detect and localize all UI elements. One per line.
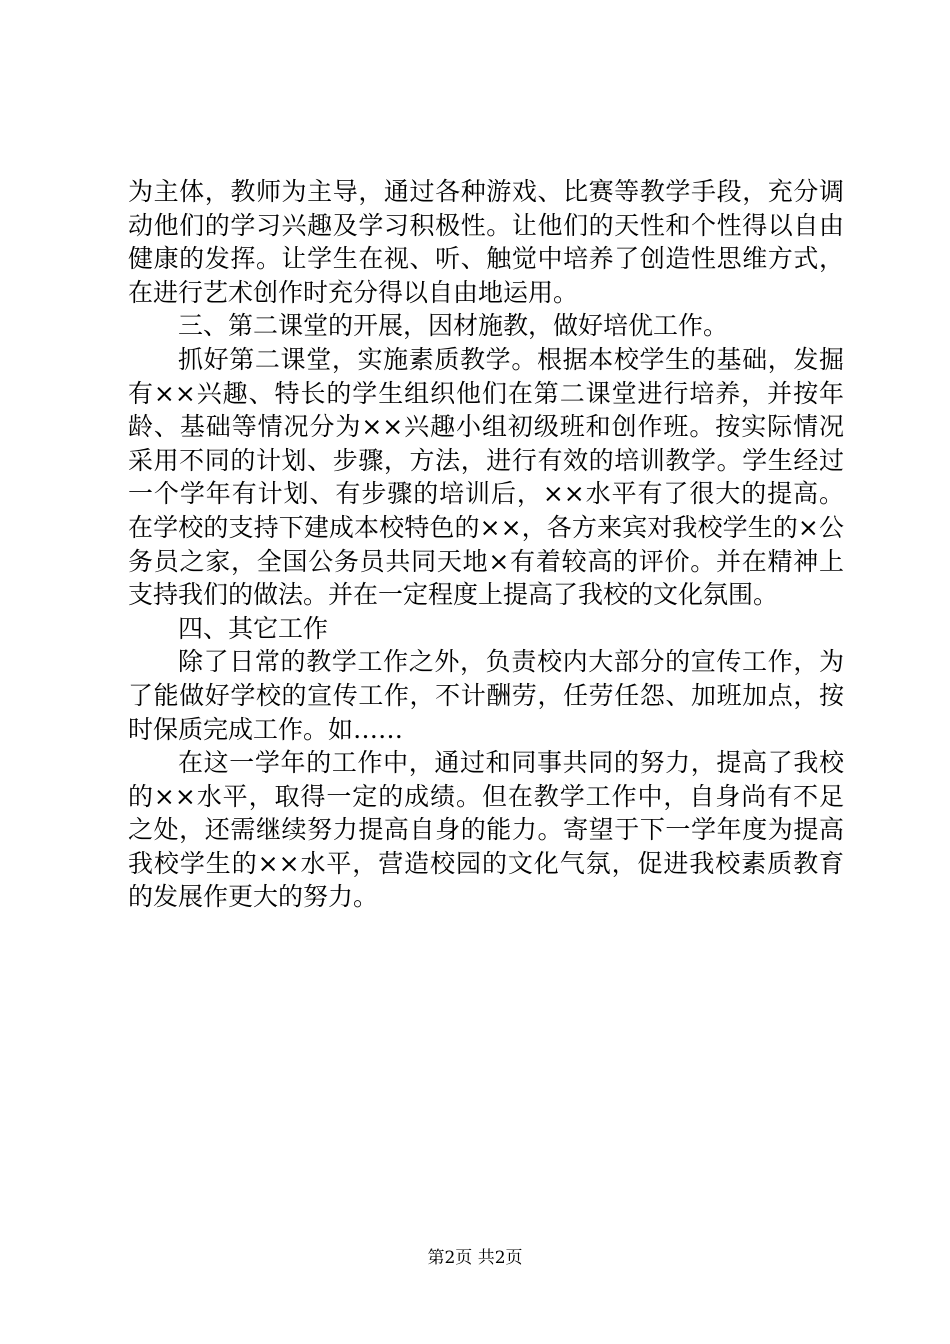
document-body <box>128 175 844 914</box>
paragraph-conclusion: 在这一学年的工作中，通过和同事共同的努力，提高了我校的××水平，取得一定的成绩。但在教学工作中，自身尚有不足之处，还需继续努力提高自身的能力。寄望于下一学年度为提高我校学生的××水平，营造校园的文化气氛，促进我校素质教育的发展作更大的努力。 <box>128 748 844 912</box>
page-footer: 第2页 共2页 <box>427 1248 523 1268</box>
paragraph-continuation: 为主体，教师为主导，通过各种游戏、比赛等教学手段，充分调动他们的学习兴趣及学习积极性。让他们的天性和个性得以自由健康的发挥。让学生在视、听、触觉中培养了创造性思维方式，在进行艺术创作时充分得以自由地运用。 <box>128 177 844 307</box>
section-heading-three: 三、第二课堂的开展，因材施教，做好培优工作。 <box>178 311 729 341</box>
paragraph-second-classroom: 抓好第二课堂，实施素质教学。根据本校学生的基础，发掘有××兴趣、特长的学生组织他们在第二课堂进行培养，并按年龄、基础等情况分为××兴趣小组初级班和创作班。按实际情况采用不同的计划、步骤，方法，进行有效的培训教学。学生经过一个学年有计划、有步骤的培训后，××水平有了很大的提高。在学校的支持下建成本校特色的××，各方来宾对我校学生的×公务员之家，全国公务员共同天地×有着较高的评价。并在精神上支持我们的做法。并在一定程度上提高了我校的文化氛围。 <box>128 344 844 610</box>
paragraph-other-work: 除了日常的教学工作之外，负责校内大部分的宣传工作，为了能做好学校的宣传工作，不计酬劳，任劳任怨、加班加点，按时保质完成工作。如…… <box>128 647 844 744</box>
section-heading-four: 四、其它工作 <box>178 613 329 643</box>
